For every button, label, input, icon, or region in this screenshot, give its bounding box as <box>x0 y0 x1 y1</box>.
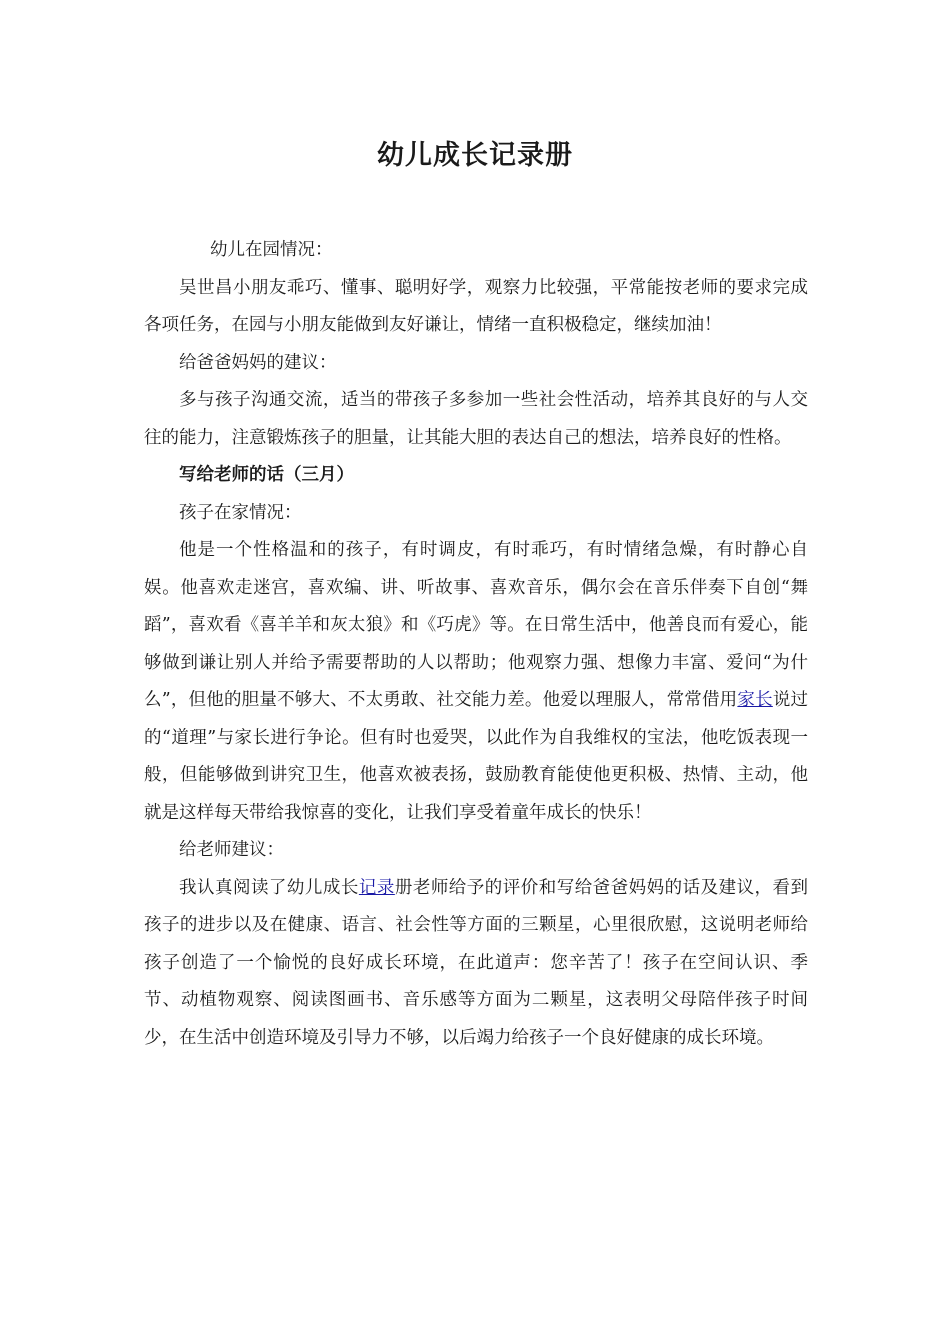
in-kindergarten-text: 吴世昌小朋友乖巧、懂事、聪明好学，观察力比较强，平常能按老师的要求完成各项任务，在园与小朋友能做到友好谦让，情绪一直积极稳定，继续加油！ <box>144 277 808 335</box>
advice-to-parents-heading: 给爸爸妈妈的建议： <box>179 352 337 373</box>
parent-link[interactable]: 家长 <box>737 690 773 710</box>
at-home-heading: 孩子在家情况： <box>179 502 302 523</box>
to-teacher-heading: 写给老师的话（三月） <box>179 465 354 485</box>
advice-to-teacher-heading: 给老师建议： <box>179 840 284 860</box>
advice-text-part-1: 我认真阅读了幼儿成长 <box>179 877 359 898</box>
page-title: 幼儿成长记录册 <box>377 140 573 171</box>
document-body <box>144 232 808 1057</box>
at-home-text-part-1: 他是一个性格温和的孩子，有时调皮，有时乖巧，有时情绪急燥，有时静心自娱。他喜欢走迷宫，喜欢编、讲、听故事、喜欢音乐，偶尔会在音乐伴奏下自创“舞蹈”，喜欢看《喜羊羊和灰太狼》和《巧虎》等。在日常生活中，他善良而有爱心，能够做到谦让别人并给予需要帮助的人以帮助；他观察力强、想像力丰富、爱问“为什么”，但他的胆量不够大、不太勇敢、社交能力差。他爱以理服人，常常借用 <box>144 540 808 710</box>
advice-to-parents-text: 多与孩子沟通交流，适当的带孩子多参加一些社会性活动，培养其良好的与人交往的能力，注意锻炼孩子的胆量，让其能大胆的表达自己的想法，培养良好的性格。 <box>144 390 808 448</box>
at-home-text-part-2: 说过的“道理”与家长进行争论。但有时也爱哭，以此作为自我维权的宝法，他吃饭表现一般，但能够做到讲究卫生，他喜欢被表扬，鼓励教育能使他更积极、热情、主动，他就是这样每天带给我惊喜的变化，让我们享受着童年成长的快乐！ <box>144 690 809 823</box>
advice-to-teacher-text <box>144 870 808 1058</box>
in-kindergarten-heading: 幼儿在园情况： <box>210 240 333 260</box>
at-home-text <box>144 532 808 832</box>
advice-text-part-2: 册老师给予的评价和写给爸爸妈妈的话及建议，看到孩子的进步以及在健康、语言、社会性等方面的三颗星，心里很欣慰，这说明老师给孩子创造了一个愉悦的良好成长环境，在此道声：您辛苦了！孩子在空间认识、季节、动植物观察、阅读图画书、音乐感等方面为二颗星，这表明父母陪伴孩子时间少，在生活中创造环境及引导力不够，以后竭力给孩子一个良好健康的成长环境。 <box>144 877 809 1048</box>
record-link[interactable]: 记录 <box>358 877 395 898</box>
